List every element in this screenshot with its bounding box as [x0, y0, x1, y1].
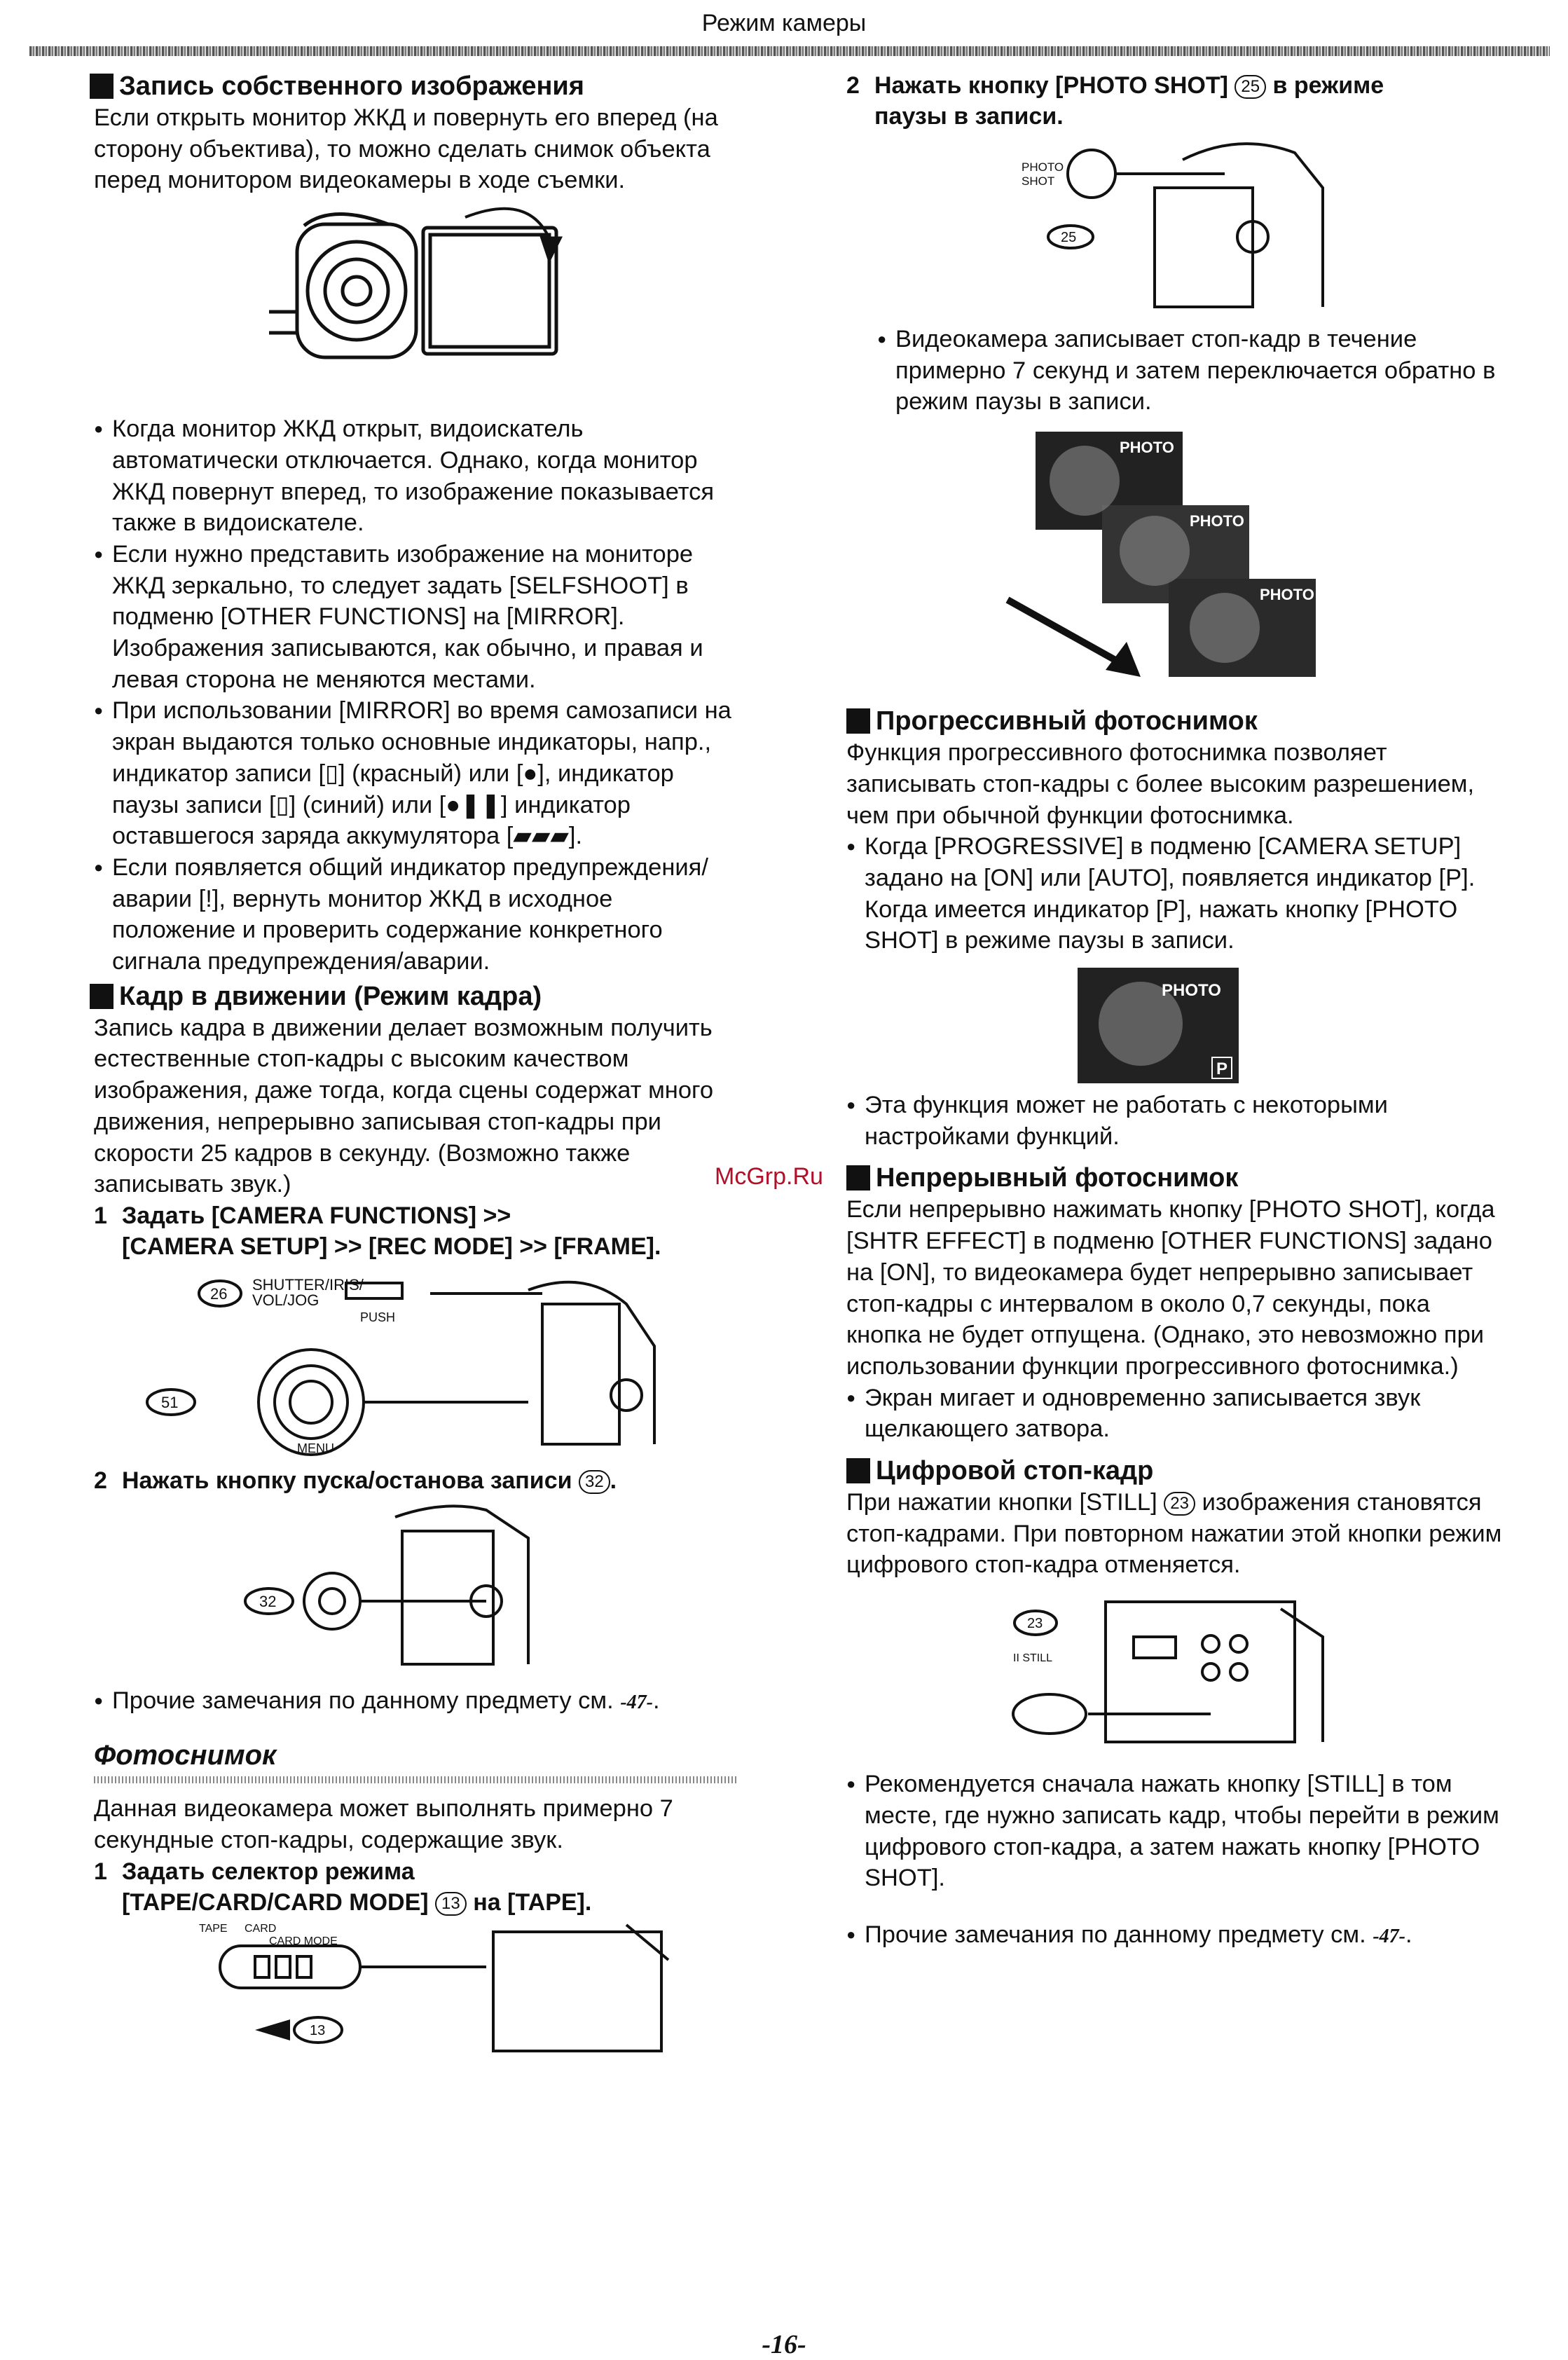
rec-button-figure [94, 1496, 738, 1678]
label-23: 23 [1027, 1616, 1043, 1632]
heading-square-icon [846, 1165, 870, 1191]
heading-square-icon [90, 984, 114, 1009]
page-number: -16- [762, 2330, 806, 2359]
label-tape: TAPE [199, 1922, 228, 1935]
label-shutter: SHUTTER/IRIS/ [252, 1275, 364, 1294]
heading-square-icon [846, 1458, 870, 1483]
watermark: McGrp.Ru [715, 1163, 823, 1190]
frame-intro: Запись кадра в движении делает возможным получить естественные стоп-кадры с высоким качеством изображения, даже тогда, когда сцены содержат много движения, непрерывно записывая стоп-кадры при скорости 25 кадров в секунду. (Возможно также записывать звук.) [94, 1014, 714, 1198]
frame-note: ● Прочие замечания по данному предмету см. -47-. [94, 1685, 738, 1719]
label-25: 25 [1061, 230, 1077, 245]
progressive-bullet-2: ● Эта функция может не работать с некоторыми настройками функций. [846, 1090, 1505, 1152]
continuous-intro: Если непрерывно нажимать кнопку [PHOTO SHOT], когда [SHTR EFFECT] в подменю [OTHER FUNCTIONS] задано на [ON], то видеокамера будет непрерывно записывает стоп-кадры с интервалом в около 0,7 секунды, пока кнопка не будет отпущена. (Однако, это невозможно при использовании функции прогрессивного фотоснимка.) [846, 1196, 1495, 1380]
label-13: 13 [310, 2022, 326, 2038]
self-bullet-3: ● При использовании [MIRROR] во время самозаписи на экран выдаются только основные индикаторы, напр., индикатор записи [▯] (красный) или [●], индикатор паузы записи [▯] (синий) или [●❚❚] индикатор оставшегося заряда аккумулятора [▰▰▰]. [94, 695, 738, 852]
label-menu: MENU [297, 1441, 334, 1455]
progressive-intro: Функция прогрессивного фотоснимка позволяет записывать стоп-кадры с более высоким разрешением, чем при обычной функции фотоснимка. [846, 739, 1475, 829]
photo-sequence-figure [846, 432, 1505, 691]
photo-step-2: 2 Нажать кнопку [PHOTO SHOT] 25 в режиме [846, 72, 1384, 99]
photo-label-1: PHOTO [1120, 439, 1174, 457]
photo-heading: Фотоснимок [94, 1739, 277, 1771]
label-shot: SHOT [1022, 174, 1055, 188]
self-bullet-4: ● Если появляется общий индикатор предупреждения/аварии [!], вернуть монитор ЖКД в исходное положение и проверить содержание конкретного сигнала предупреждения/аварии. [94, 852, 738, 977]
left-column [94, 70, 738, 2058]
label-51: 51 [161, 1393, 179, 1411]
label-26: 26 [210, 1284, 228, 1303]
progressive-p-indicator: P [1216, 1059, 1228, 1079]
still-bullet: ● Рекомендуется сначала нажать кнопку [STILL] в том месте, где нужно записать кадр, чтобы перейти в режим цифрового стоп-кадра, а затем нажать кнопку [PHOTO SHOT]. [846, 1769, 1505, 1894]
self-intro: Если открыть монитор ЖКД и повернуть его вперед (на сторону объектива), то можно сделать снимок объекта перед монитором видеокамеры в ходе съемки. [94, 104, 718, 194]
photo-step-2-line2: паузы в записи. [874, 103, 1064, 130]
label-32: 32 [259, 1592, 277, 1610]
header-rule [29, 46, 1550, 56]
photo-heading-rule [94, 1776, 738, 1783]
photo-step-1-line2: [TAPE/CARD/CARD MODE] 13 на [TAPE]. [122, 1888, 592, 1916]
page-header: Режим камеры [701, 10, 867, 36]
progressive-photo-figure [846, 968, 1505, 1087]
label-push: PUSH [360, 1310, 396, 1324]
mode-selector-figure [94, 1918, 738, 2058]
menu-jog-figure [94, 1262, 738, 1465]
self-heading: Запись собственного изображения [90, 70, 738, 102]
selfshoot-camera-figure [94, 196, 738, 392]
continuous-bullet: ● Экран мигает и одновременно записывается звук щелкающего затвора. [846, 1383, 1505, 1445]
still-intro: При нажатии кнопки [STILL] 23 изображения становятся стоп-кадрами. При повторном нажатии этой кнопки режим цифрового стоп-кадра отменяется. [846, 1489, 1502, 1579]
progressive-photo-label: PHOTO [1162, 981, 1221, 1001]
continuous-heading: Непрерывный фотоснимок [846, 1162, 1505, 1194]
frame-heading: Кадр в движении (Режим кадра) [90, 980, 738, 1013]
frame-step-2: 2 Нажать кнопку пуска/останова записи 32 . [94, 1467, 617, 1494]
label-voljog: VOL/JOG [252, 1291, 319, 1309]
self-bullet-1: ● Когда монитор ЖКД открыт, видоискатель автоматически отключается. Однако, когда монитор ЖКД повернут вперед, то изображение показывается также в видоискателе. [94, 413, 738, 539]
label-card: CARD [245, 1922, 277, 1935]
frame-step-1: 1 Задать [CAMERA FUNCTIONS] >> [94, 1202, 511, 1229]
label-cardmode: CARD MODE [269, 1935, 338, 1947]
frame-step-1-line2: [CAMERA SETUP] >> [REC MODE] >> [FRAME]. [122, 1233, 661, 1260]
still-heading: Цифровой стоп-кадр [846, 1455, 1505, 1487]
heading-square-icon [846, 708, 870, 734]
photo-step-1: 1 Задать селектор режима [94, 1858, 415, 1885]
progressive-bullet: ● Когда [PROGRESSIVE] в подменю [CAMERA SETUP] задано на [ON] или [AUTO], появляется индикатор [P]. Когда имеется индикатор [P], нажать кнопку [PHOTO SHOT] в режиме паузы в записи. [846, 831, 1505, 956]
still-note: ● Прочие замечания по данному предмету см. -47-. [846, 1919, 1505, 1953]
right-column [846, 70, 1505, 1953]
circled-23: 23 [1164, 1492, 1195, 1516]
photo-label-3: PHOTO [1260, 586, 1314, 604]
photo-label-2: PHOTO [1190, 512, 1244, 530]
photo-shot-figure [846, 132, 1505, 314]
photo-bullet: ● Видеокамера записывает стоп-кадр в течение примерно 7 секунд и затем переключается обратно в режим паузы в записи. [877, 324, 1505, 418]
still-button-figure [846, 1595, 1505, 1749]
self-bullet-2: ● Если нужно представить изображение на мониторе ЖКД зеркально, то следует задать [SELFSHOOT] в подменю [OTHER FUNCTIONS] на [MIRROR]. Изображения записываются, как обычно, и правая и левая сторона не меняются местами. [94, 539, 738, 696]
photo-intro: Данная видеокамера может выполнять примерно 7 секундные стоп-кадры, содержащие звук. [94, 1795, 673, 1854]
label-photo: PHOTO [1022, 160, 1064, 174]
progressive-heading: Прогрессивный фотоснимок [846, 705, 1505, 737]
heading-square-icon [90, 74, 114, 99]
circled-25: 25 [1235, 75, 1266, 99]
circled-13: 13 [435, 1892, 467, 1916]
circled-32: 32 [579, 1470, 610, 1494]
label-still: II STILL [1013, 1652, 1053, 1665]
